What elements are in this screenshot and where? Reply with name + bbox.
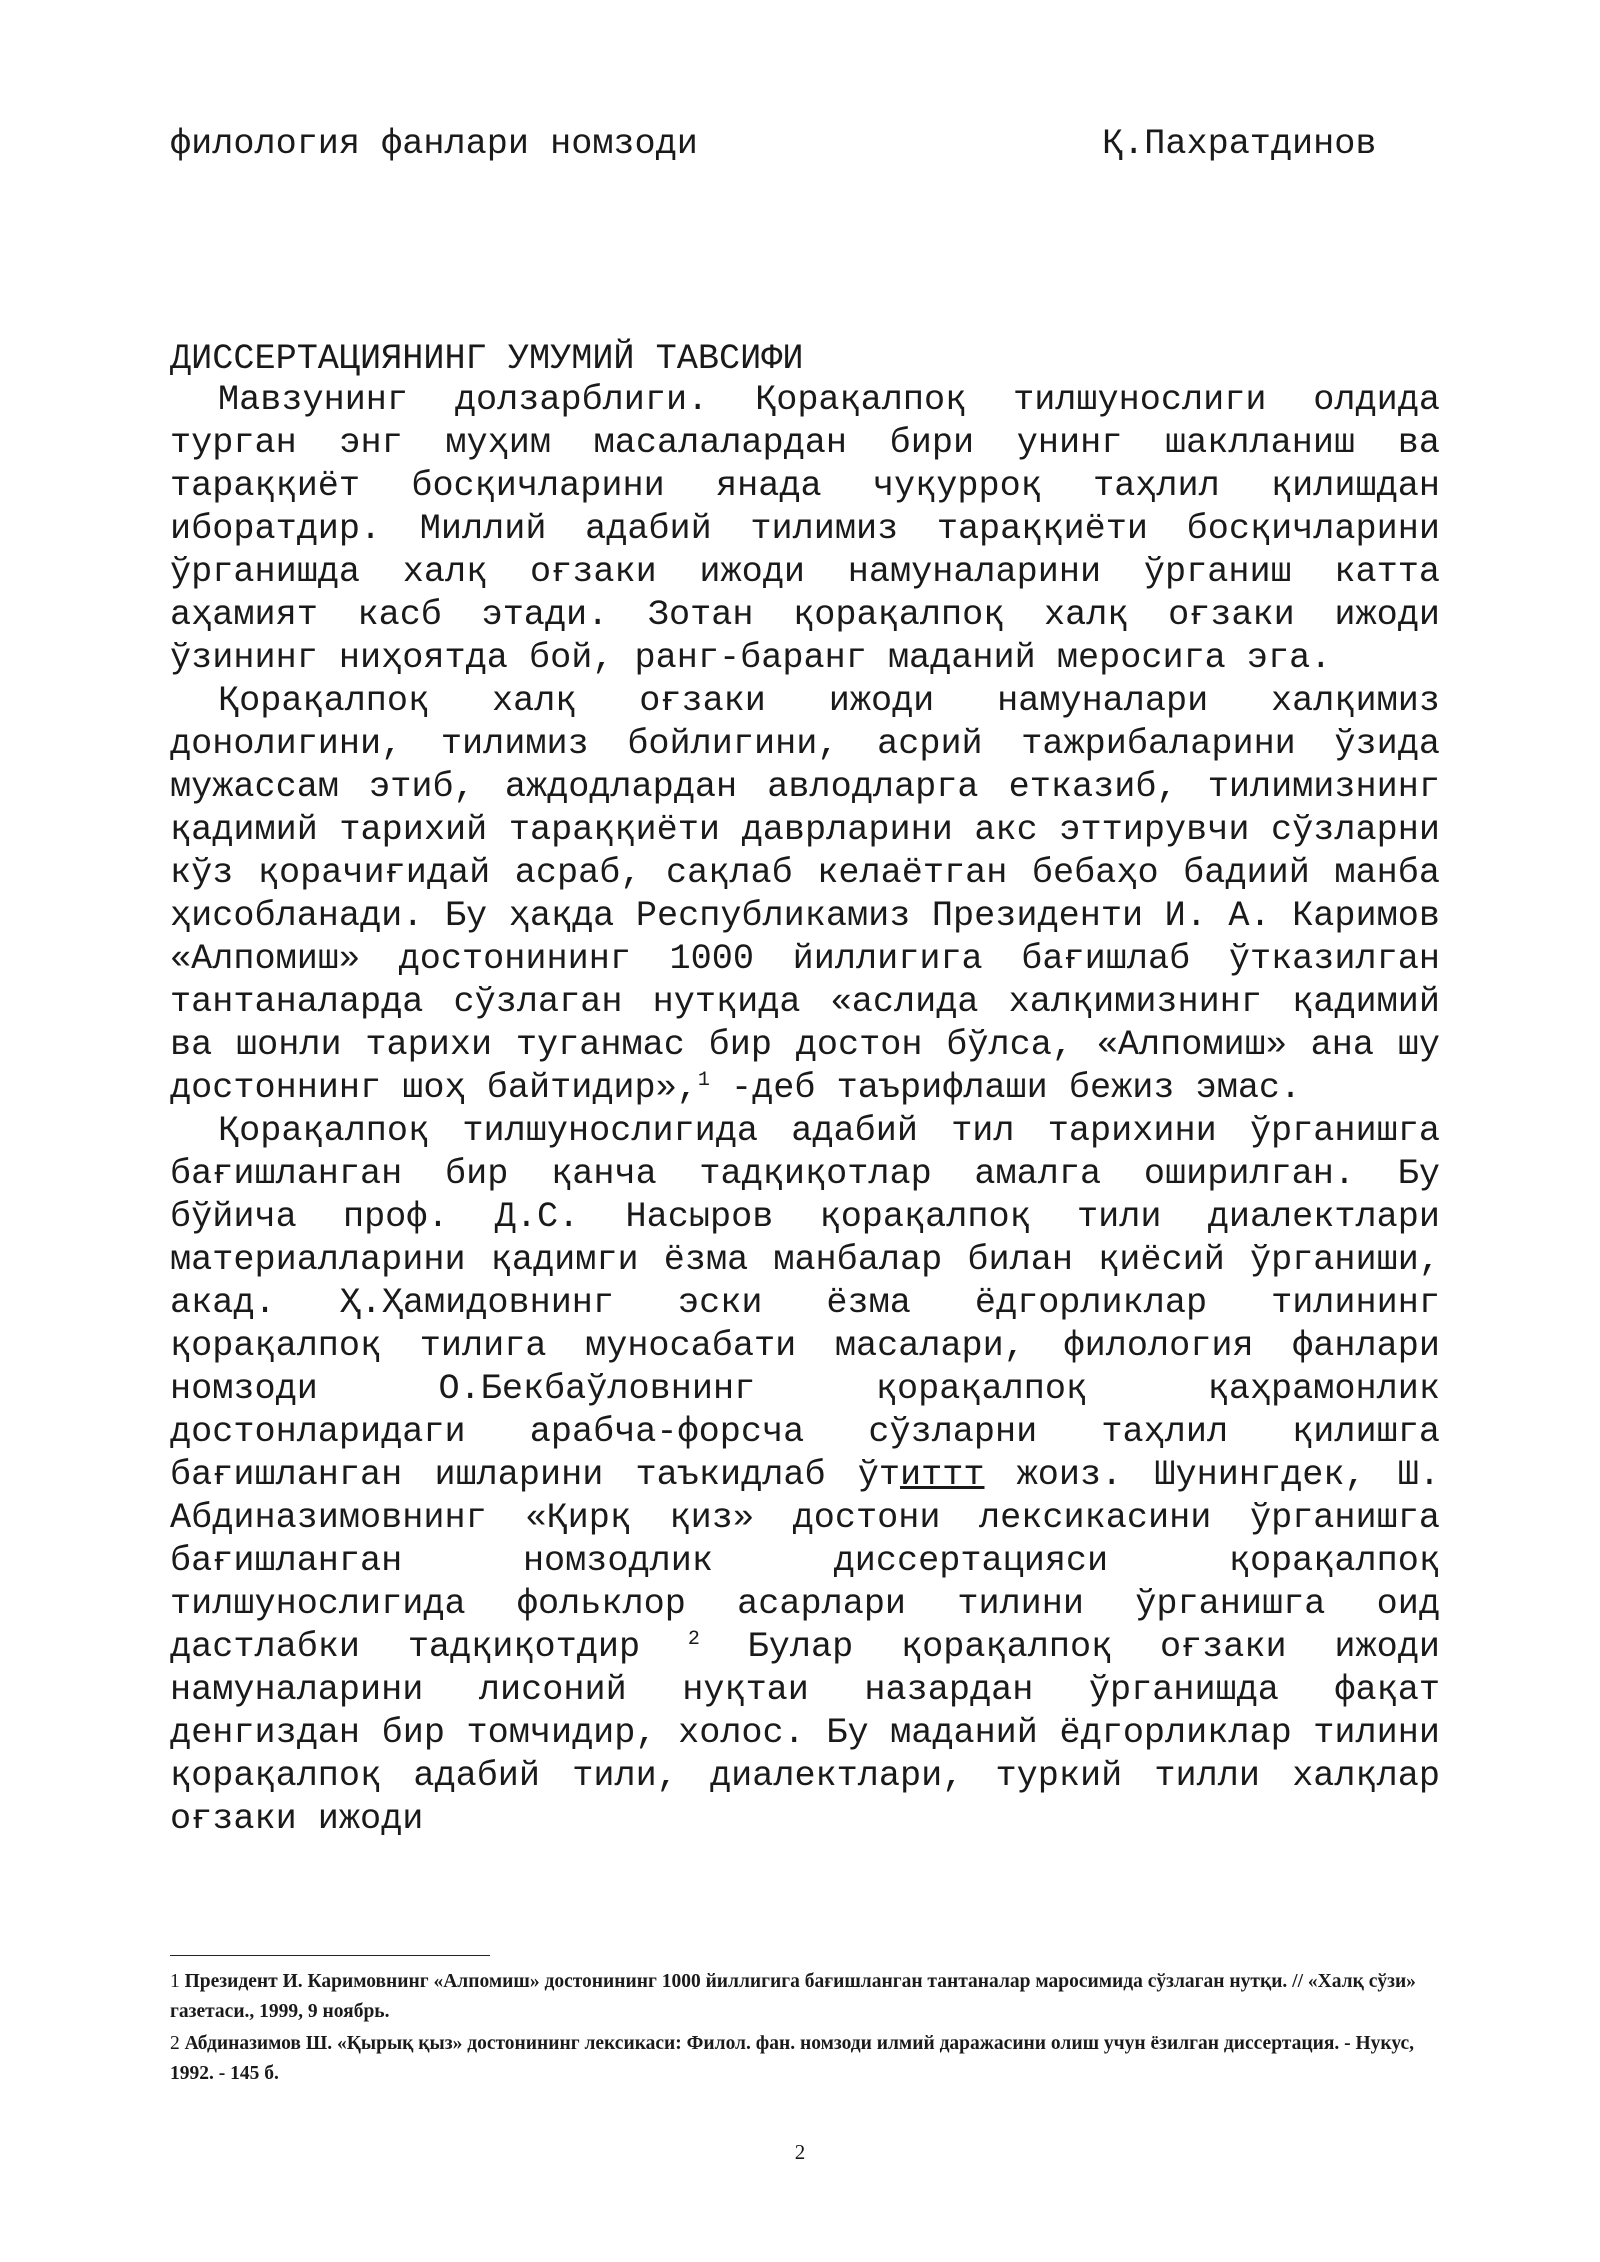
author-degree: филология фанлари номзоди (170, 124, 698, 164)
paragraph-research (170, 1110, 1440, 1841)
paragraph-text: Мавзунинг долзарблиги. Қорақалпоқ тилшунослиги олдида турган энг муҳим масалалардан бири унинг шаклланиш ва тараққиёт босқичларини янада чуқурроқ таҳлил қилишдан иборатдир. Миллий адабий тилимиз тараққиёти босқичларини ўрганишда халқ оғзаки ижоди намуналарини ўрганиш катта аҳамият касб этади. Зотан қорақалпоқ халқ оғзаки ижоди ўзининг ниҳоятда бой, ранг-баранг маданий меросига эга. (170, 380, 1440, 678)
paragraph-relevance (170, 379, 1440, 680)
footnote-1 (170, 1967, 1440, 2027)
footnote-ref-2[interactable]: 2 (687, 1628, 700, 1651)
paragraph-text: Қорақалпоқ тилшунослигида адабий тил тарихини ўрганишга бағишланган бир қанча тадқиқотлар амалга оширилган. Бу бўйича проф. Д.С. Насыров қорақалпоқ тили диалектлари материалларини қадимги ёзма манбалар билан қиёсий ўрганиши, акад. Ҳ.Ҳамидовнинг эски ёзма ёдгорликлар тилининг қорақалпоқ тилига муносабати масалари, филология фанлари номзоди О.Бекбаўловнинг қорақалпоқ қаҳрамонлик достонларидаги арабча-форсча сўзларни таҳлил қилишга бағишланган ишларини таъкидлаб ўт (170, 1111, 1440, 1495)
footnote-2 (170, 2029, 1440, 2089)
paragraph-text-tail: -деб таърифлаши бежиз эмас. (709, 1068, 1302, 1108)
paragraph-folklore (170, 680, 1440, 1110)
footnote-ref-1[interactable]: 1 (697, 1069, 710, 1092)
author-name: Қ.Пахратдинов (1102, 124, 1377, 164)
paragraph-text: Қорақалпоқ халқ оғзаки ижоди намуналари халқимиз донолигини, тилимиз бойлигини, асрий тажрибаларини ўзида мужассам этиб, аждодлардан авлодларга етказиб, тилимизнинг қадимий тарихий тараққиёти даврларини акс эттирувчи сўзларни кўз қорачиғидай асраб, сақлаб келаётган бебаҳо бадиий манба ҳисобланади. Бу ҳақда Республикамиз Президенти И. А. Каримов «Алпомиш» достонининг 1000 йиллигига бағишлаб ўтказилган тантаналарда сўзлаган нутқида «аслида халқимизнинг қадимий ва шонли тарихи туганмас бир достон бўлса, «Алпомиш» ана шу достоннинг шоҳ байтидир», (170, 681, 1440, 1108)
underlined-word: иттт (900, 1455, 985, 1495)
paragraph-text-mid: жоиз. Шунингдек, Ш. Абдиназимовнинг «Қирқ қиз» достони лексикасини ўрганишга бағишланган номзодлик диссертацияси қорақалпоқ тилшунослигида фольклор асарлари тилини ўрганишга оид дастлабки тадқиқотдир (170, 1455, 1440, 1667)
footnote-separator (170, 1955, 490, 1956)
footnote-number: 2 (170, 2033, 180, 2054)
running-header (170, 124, 1440, 168)
page-number: 2 (794, 2140, 806, 2164)
footnote-text: Абдиназимов Ш. «Қырық қыз» достонининг лексикаси: Филол. фан. номзоди илмий даражасини олиш учун ёзилган диссертация. - Нукус, 1992. - 145 б. (170, 2033, 1415, 2084)
paragraph-text-tail: Булар қорақалпоқ оғзаки ижоди намуналарини лисоний нуқтаи назардан ўрганишда фақат денгиздан бир томчидир, холос. Бу маданий ёдгорликлар тилини қорақалпоқ адабий тили, диалектлари, туркий тилли халқлар оғзаки ижоди (170, 1627, 1440, 1839)
body-text (170, 379, 1440, 1841)
footnote-number: 1 (170, 1971, 180, 1992)
footnotes (170, 1967, 1440, 2091)
section-title: ДИССЕРТАЦИЯНИНГ УМУМИЙ ТАВСИФИ (170, 339, 804, 379)
footnote-text: Президент И. Каримовнинг «Алпомиш» достонининг 1000 йиллигига бағишланган тантаналар маросимида сўзлаган нутқи. // «Халқ сўзи» газетаси., 1999, 9 ноябрь. (170, 1971, 1416, 2022)
